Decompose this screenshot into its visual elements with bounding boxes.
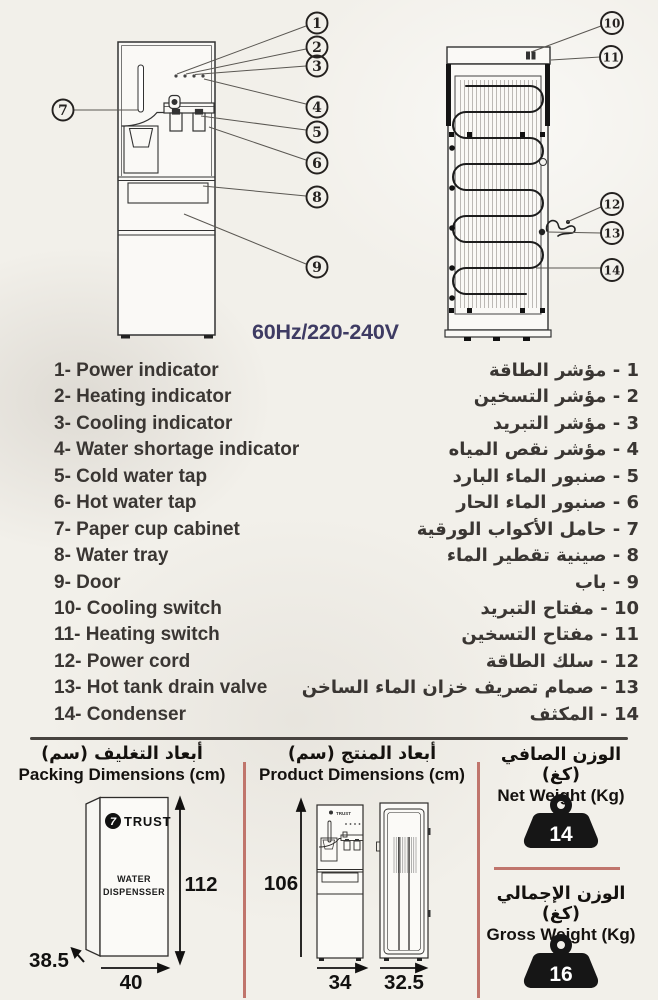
section-divider: [30, 737, 628, 740]
svg-text:5: 5: [312, 125, 322, 141]
parts-row: [54, 677, 639, 703]
box-label-line1: WATER: [117, 874, 151, 884]
product-title-ar: أبعاد المنتج (سم): [287, 744, 437, 764]
drain-valve: [539, 229, 545, 235]
parts-row: [54, 466, 639, 492]
product-depth-value: 32.5: [384, 971, 424, 994]
back-view-diagram: [445, 12, 623, 341]
net-weight-title-ar: الوزن الصافي (كغ): [500, 745, 622, 785]
weight-divider: [494, 867, 620, 870]
gross-weight-title-en: Gross Weight (Kg): [486, 925, 636, 944]
part-en: 14- Condenser: [54, 703, 186, 725]
part-ar: 9 - باب: [574, 571, 639, 593]
callout-13: [601, 222, 623, 244]
part-en: 11- Heating switch: [54, 624, 220, 646]
box-label-line2: DISPENSSER: [102, 887, 166, 897]
parts-row: [54, 624, 639, 650]
callout-3: [307, 56, 328, 77]
part-ar: 10 - مفتاح التبريد: [480, 597, 639, 619]
callout-7: [53, 100, 74, 121]
depth-arrow: [72, 949, 84, 963]
part-ar: 1 - مؤشر الطاقة: [488, 360, 639, 381]
part-ar: 5 - صنبور الماء البارد: [452, 465, 639, 487]
part-ar: 12 - سلك الطاقة: [485, 650, 639, 672]
net-weight-icon: [516, 792, 606, 850]
parts-row: [54, 439, 639, 465]
power-cord: [547, 221, 575, 236]
svg-text:9: 9: [312, 260, 322, 276]
svg-text:12: 12: [603, 197, 621, 212]
packing-title-en: Packing Dimensions (cm): [18, 765, 226, 784]
part-en: 9- Door: [54, 571, 121, 593]
callout-5: [307, 122, 328, 143]
callout-11: [600, 46, 622, 68]
svg-text:6: 6: [312, 156, 322, 172]
callout-8: [307, 187, 328, 208]
top-diagrams: [0, 0, 658, 352]
parts-row: [54, 651, 639, 677]
gross-weight-title-ar: الوزن الإجمالي (كغ): [496, 884, 626, 924]
part-en: 12- Power cord: [54, 650, 191, 672]
svg-text:4: 4: [312, 100, 322, 116]
heating-switch: [532, 52, 536, 60]
part-en: 10- Cooling switch: [54, 597, 222, 619]
part-en: 5- Cold water tap: [54, 465, 208, 487]
callout-10: [601, 12, 623, 34]
height-arrow: [297, 800, 305, 957]
trust-logo-text: TRUST: [124, 814, 172, 829]
parts-row: [54, 360, 639, 386]
product-height-value: 106: [263, 872, 299, 895]
part-ar: 6 - صنبور الماء الحار: [456, 492, 639, 514]
svg-text:8: 8: [312, 190, 322, 206]
part-ar: 11 - مفتاح التسخين: [461, 624, 639, 646]
parts-row: [54, 519, 639, 545]
parts-row: [54, 598, 639, 624]
callout-9: [307, 257, 328, 278]
part-en: 13- Hot tank drain valve: [54, 677, 268, 699]
net-weight-value: 14: [549, 823, 573, 846]
callout-1: [307, 13, 328, 34]
svg-text:10: 10: [603, 16, 621, 31]
product-side-view: [377, 803, 431, 961]
callout-12: [601, 193, 623, 215]
gross-weight-value: 16: [549, 963, 573, 986]
parts-list: [54, 360, 639, 730]
mini-trust-logo: TRUST: [336, 811, 351, 816]
part-en: 2- Heating indicator: [54, 386, 232, 408]
part-ar: 2 - مؤشر التسخين: [473, 386, 639, 408]
voltage-rating: 60Hz/220-240V: [252, 320, 399, 344]
cold-water-tap: [170, 113, 182, 131]
parts-row: [54, 704, 639, 730]
product-width-value: 34: [328, 971, 352, 994]
packing-section-title: [6, 744, 238, 785]
parts-row: [54, 545, 639, 571]
callout-4: [307, 97, 328, 118]
svg-text:1: 1: [312, 16, 322, 32]
part-ar: 3 - مؤشر التبريد: [492, 412, 639, 434]
svg-text:11: 11: [602, 50, 620, 65]
part-en: 6- Hot water tap: [54, 492, 197, 514]
part-en: 1- Power indicator: [54, 360, 219, 381]
part-en: 7- Paper cup cabinet: [54, 518, 240, 540]
trust-logo: [105, 813, 171, 829]
part-ar: 4 - مؤشر نقص المياه: [448, 439, 639, 461]
svg-text:3: 3: [312, 59, 322, 75]
parts-row: [54, 413, 639, 439]
trust-logo-glyph: 7: [109, 816, 117, 828]
packing-title-ar: أبعاد التغليف (سم): [41, 744, 203, 764]
callout-2: [307, 37, 328, 58]
callout-14: [601, 259, 623, 281]
cup-cabinet-slot: [138, 65, 144, 112]
cooling-switch: [526, 52, 530, 60]
packing-box-diagram: [0, 790, 244, 1000]
svg-text:7: 7: [58, 103, 68, 119]
part-en: 8- Water tray: [54, 545, 169, 567]
hot-water-tap: [193, 113, 205, 131]
front-view-diagram: [53, 13, 328, 339]
callout-6: [307, 153, 328, 174]
part-ar: 8 - صينية تقطير الماء: [446, 545, 639, 567]
part-ar: 13 - صمام تصريف خزان الماء الساخن: [301, 677, 639, 699]
product-front-view: [317, 805, 363, 961]
svg-text:2: 2: [312, 40, 322, 56]
svg-text:13: 13: [603, 226, 621, 241]
part-ar: 14 - المكثف: [529, 703, 639, 725]
parts-row: [54, 572, 639, 598]
part-en: 3- Cooling indicator: [54, 412, 233, 434]
parts-row: [54, 386, 639, 412]
product-dimensions-diagram: [244, 790, 478, 1000]
net-weight-title-en: Net Weight (Kg): [497, 786, 625, 805]
svg-text:14: 14: [603, 263, 621, 278]
packing-depth-value: 38.5: [29, 949, 69, 972]
back-callouts: [600, 12, 623, 281]
height-arrow: [176, 798, 184, 963]
part-en: 4- Water shortage indicator: [54, 439, 300, 461]
packing-height-value: 112: [184, 873, 218, 896]
product-title-en: Product Dimensions (cm): [259, 765, 465, 784]
product-section-title: [250, 744, 474, 785]
gross-weight-icon: [516, 932, 606, 990]
part-ar: 7 - حامل الأكواب الورقية: [416, 518, 639, 540]
parts-row: [54, 492, 639, 518]
packing-width-value: 40: [119, 971, 143, 994]
